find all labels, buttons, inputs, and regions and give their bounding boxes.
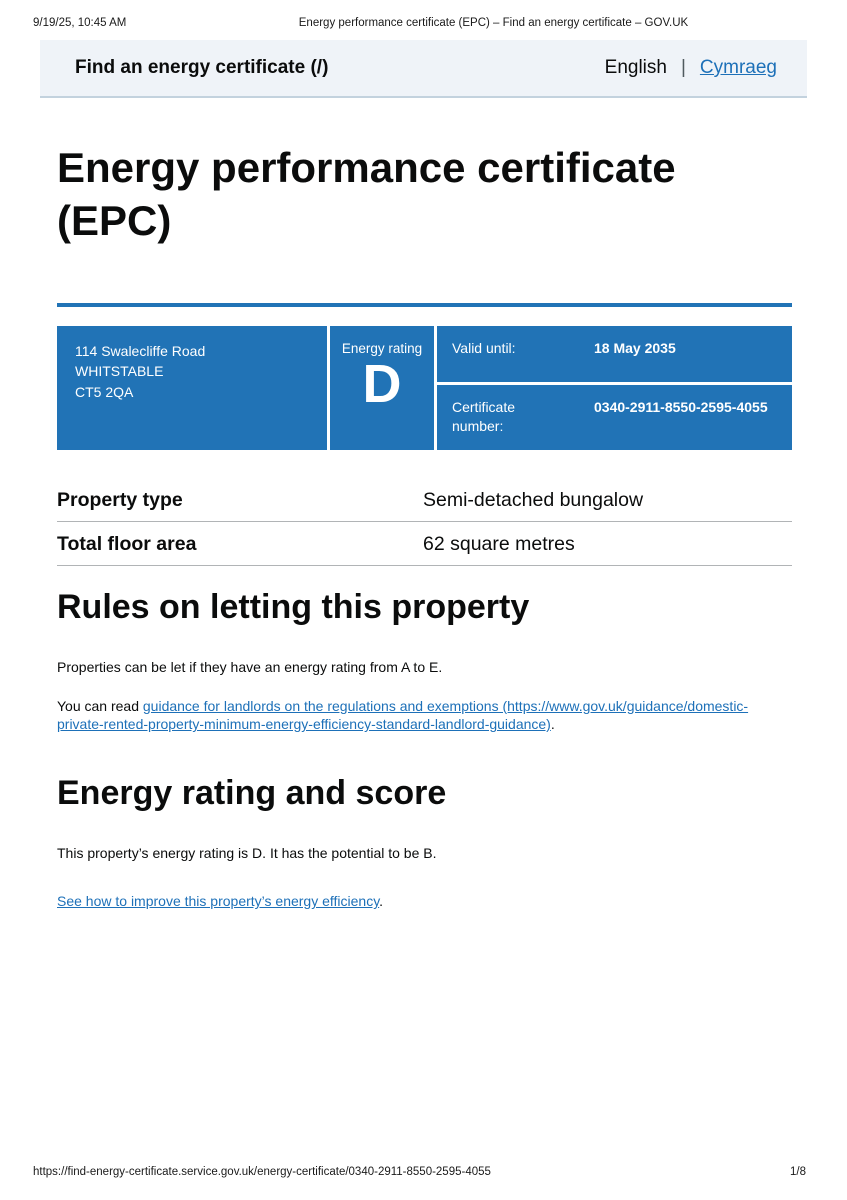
main-content (57, 100, 792, 911)
service-header (40, 40, 807, 98)
print-document-title: Energy performance certificate (EPC) – Find an energy certificate – GOV.UK (298, 17, 689, 29)
certificate-number-label: Certificate number: (452, 398, 516, 435)
valid-until-value: 18 May 2035 (594, 340, 676, 356)
print-meta-row (0, 17, 847, 31)
rules-paragraph: Properties can be let if they have an energy rating from A to E. (57, 659, 443, 676)
guidance-paragraph (57, 697, 792, 734)
language-switch (605, 57, 777, 79)
improve-efficiency-paragraph (57, 892, 792, 911)
rating-summary-paragraph: This property’s energy rating is D. It has the potential to be B. (57, 844, 437, 861)
valid-until-row (437, 326, 792, 382)
print-datetime: 9/19/25, 10:45 AM (33, 17, 127, 29)
energy-rating-value: D (362, 354, 402, 414)
address-line-2: WHITSTABLE (75, 363, 164, 380)
certificate-summary-box (57, 326, 792, 450)
page-title: Energy performance certificate (EPC) (57, 144, 676, 244)
certificate-number-row (437, 385, 792, 450)
fact-value-floor-area: 62 square metres (423, 533, 575, 555)
address-line-3: CT5 2QA (75, 383, 134, 400)
table-row (57, 478, 792, 522)
valid-until-label: Valid until: (452, 340, 516, 356)
rating-section-heading: Energy rating and score (57, 773, 447, 812)
print-footer-row (0, 1166, 847, 1180)
energy-rating-cell (330, 326, 434, 450)
landlord-guidance-link[interactable]: guidance for landlords on the regulations and exemptions (https://www.gov.uk/guidance/domestic-private-rented-property-minimum-energy-efficiency-standard-landlord-guidance) (57, 697, 749, 733)
service-name-link[interactable]: Find an energy certificate (/) (75, 57, 329, 78)
language-link-cymraeg[interactable]: Cymraeg (699, 57, 777, 78)
improve-efficiency-link[interactable]: See how to improve this property’s energy efficiency (57, 893, 380, 910)
print-page-number: 1/8 (790, 1166, 806, 1178)
improve-efficiency-suffix: . (379, 893, 384, 910)
fact-value-property-type: Semi-detached bungalow (423, 489, 644, 511)
language-divider: | (680, 57, 686, 78)
rules-section-heading: Rules on letting this property (57, 588, 530, 626)
guidance-text-suffix: . (550, 716, 555, 733)
fact-label-floor-area: Total floor area (57, 533, 197, 555)
section-divider-rule (57, 303, 792, 307)
print-footer-url: https://find-energy-certificate.service.gov.uk/energy-certificate/0340-2911-8550-2595-4055 (33, 1166, 491, 1178)
guidance-text-prefix: You can read (57, 697, 143, 714)
certificate-number-value: 0340-2911-8550-2595-4055 (594, 398, 768, 415)
energy-rating-label: Energy rating (341, 341, 423, 356)
fact-label-property-type: Property type (57, 489, 183, 511)
property-address (57, 326, 327, 450)
table-row (57, 522, 792, 566)
property-facts-table (57, 478, 792, 566)
language-current: English (604, 57, 667, 78)
address-line-1: 114 Swalecliffe Road (75, 343, 206, 359)
certificate-details (437, 326, 792, 450)
